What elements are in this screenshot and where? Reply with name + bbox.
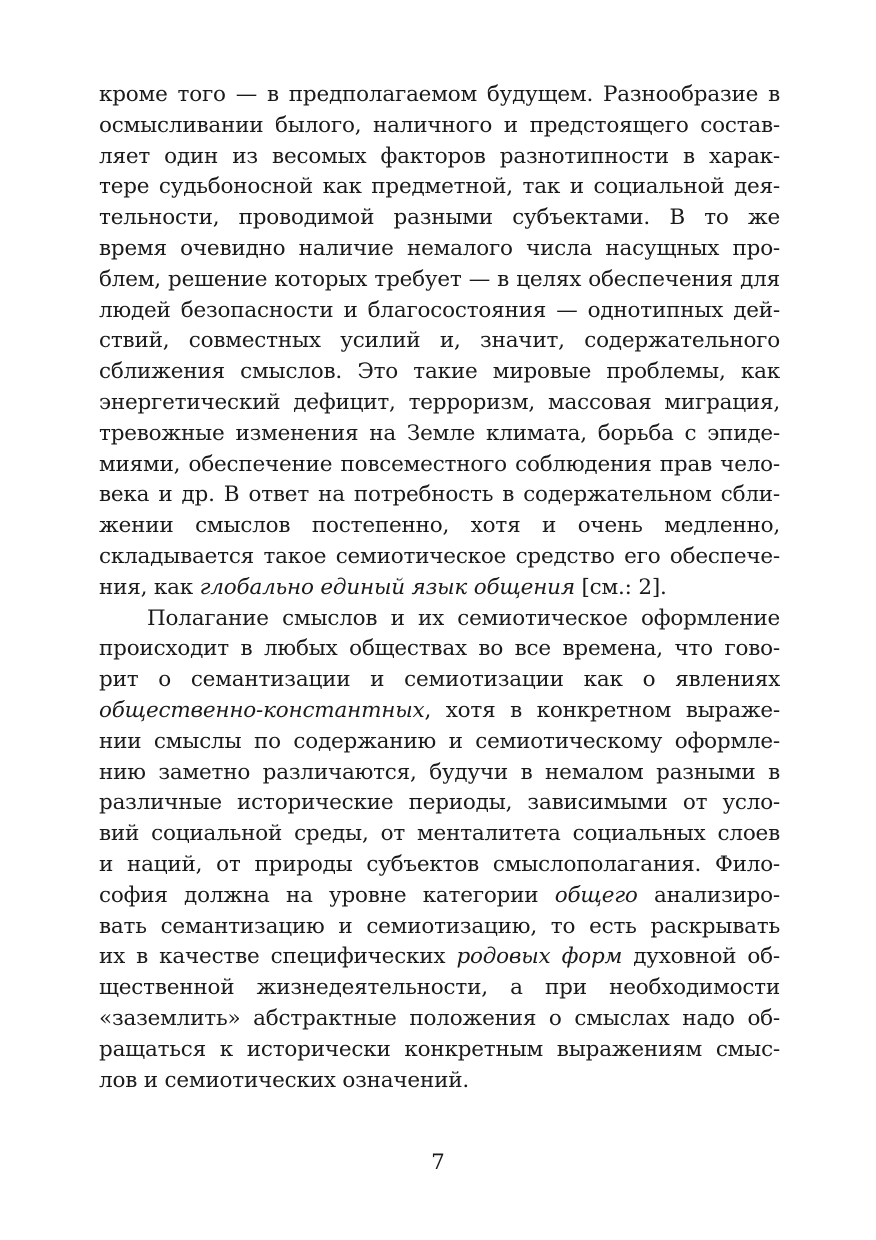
text-segment: [см.: 2]. xyxy=(574,574,667,600)
page-number: 7 xyxy=(431,1150,445,1175)
text-segment: щественной жизнедеятельности, а при необходимости xyxy=(99,975,780,1001)
italic-text: родовых форм xyxy=(456,944,623,970)
paragraph xyxy=(99,80,780,604)
italic-text: глобально единый язык общения xyxy=(199,574,575,600)
text-line xyxy=(99,296,780,327)
text-segment: Полагание смыслов и их семиотическое оформление xyxy=(147,605,780,631)
text-line xyxy=(99,419,780,450)
text-segment: блем, решение которых требует — в целях обеспечения для xyxy=(99,266,780,292)
text-segment: духовной об- xyxy=(622,944,780,970)
text-segment: , хотя в конкретном выраже- xyxy=(424,697,780,723)
text-line xyxy=(99,727,780,758)
text-line xyxy=(99,511,780,542)
text-segment: «заземлить» абстрактные положения о смыслах надо об- xyxy=(99,1005,780,1031)
text-line xyxy=(99,80,780,111)
text-line xyxy=(99,634,780,665)
text-line xyxy=(99,573,780,604)
text-line xyxy=(99,912,780,943)
italic-text: общего xyxy=(554,882,638,908)
text-segment: сближения смыслов. Это такие мировые проблемы, как xyxy=(99,359,780,385)
text-segment: время очевидно наличие немалого числа насущных про- xyxy=(99,235,780,261)
text-line xyxy=(99,942,780,973)
text-line xyxy=(99,234,780,265)
text-line xyxy=(99,450,780,481)
text-segment: энергетический дефицит, терроризм, массовая миграция, xyxy=(99,389,780,415)
text-segment: тельности, проводимой разными субъектами. В то же xyxy=(99,205,780,231)
text-line xyxy=(99,142,780,173)
text-line xyxy=(99,357,780,388)
text-segment: лов и семиотических означений. xyxy=(99,1067,469,1093)
text-line xyxy=(99,819,780,850)
text-segment: миями, обеспечение повсеместного соблюдения прав чело- xyxy=(99,451,780,477)
text-segment: века и др. В ответ на потребность в содержательном сбли- xyxy=(99,482,780,508)
body-text xyxy=(99,80,780,1096)
text-segment: софия должна на уровне категории xyxy=(99,882,555,908)
text-line xyxy=(99,1035,780,1066)
text-segment: и наций, от природы субъектов смыслополагания. Фило- xyxy=(99,851,780,877)
text-segment: вий социальной среды, от менталитета социальных слоев xyxy=(99,821,780,847)
text-line xyxy=(99,850,780,881)
text-segment: складывается такое семиотическое средство его обеспече- xyxy=(99,543,780,569)
italic-text: общественно-константных xyxy=(99,697,425,723)
text-segment: тере судьбоносной как предметной, так и социальной дея- xyxy=(99,174,780,200)
text-segment: различные исторические периоды, зависимыми от усло- xyxy=(99,790,780,816)
text-segment: тревожные изменения на Земле климата, борьба с эпиде- xyxy=(99,420,780,446)
text-segment: людей безопасности и благосостояния — однотипных дей- xyxy=(99,297,780,323)
text-segment: жении смыслов постепенно, хотя и очень медленно, xyxy=(99,513,780,539)
text-segment: ляет один из весомых факторов разнотипности в харак- xyxy=(99,143,780,169)
text-line xyxy=(99,542,780,573)
text-line xyxy=(99,758,780,789)
text-line xyxy=(99,480,780,511)
text-segment: кроме того — в предполагаемом будущем. Разнообразие в xyxy=(99,82,780,107)
text-line xyxy=(99,1004,780,1035)
text-segment: ствий, совместных усилий и, значит, содержательного xyxy=(99,328,780,354)
text-segment: нии смыслы по содержанию и семиотическому оформле- xyxy=(99,728,780,754)
text-segment: нию заметно различаются, будучи в немалом разными в xyxy=(99,759,780,785)
text-segment: ращаться к исторически конкретным выражениям смыс- xyxy=(99,1036,780,1062)
text-segment: происходит в любых обществах во все времена, что гово- xyxy=(99,636,780,662)
text-line xyxy=(99,203,780,234)
text-line xyxy=(99,696,780,727)
text-segment: осмысливании былого, наличного и предстоящего состав- xyxy=(99,112,780,138)
text-line xyxy=(99,1066,780,1097)
text-line xyxy=(99,881,780,912)
text-line xyxy=(99,973,780,1004)
paragraph xyxy=(99,604,780,1097)
text-line xyxy=(99,111,780,142)
text-segment: ния, как xyxy=(99,574,200,600)
text-segment: анализиро- xyxy=(637,882,780,908)
text-line xyxy=(99,788,780,819)
text-line xyxy=(99,388,780,419)
text-line xyxy=(99,604,780,635)
text-segment: вать семантизацию и семиотизацию, то есть раскрывать xyxy=(99,913,780,939)
text-segment: их в качестве специфических xyxy=(99,944,457,970)
text-line xyxy=(99,265,780,296)
text-segment: рит о семантизации и семиотизации как о явлениях xyxy=(99,667,780,693)
text-line xyxy=(99,665,780,696)
text-line xyxy=(99,172,780,203)
text-line xyxy=(99,326,780,357)
